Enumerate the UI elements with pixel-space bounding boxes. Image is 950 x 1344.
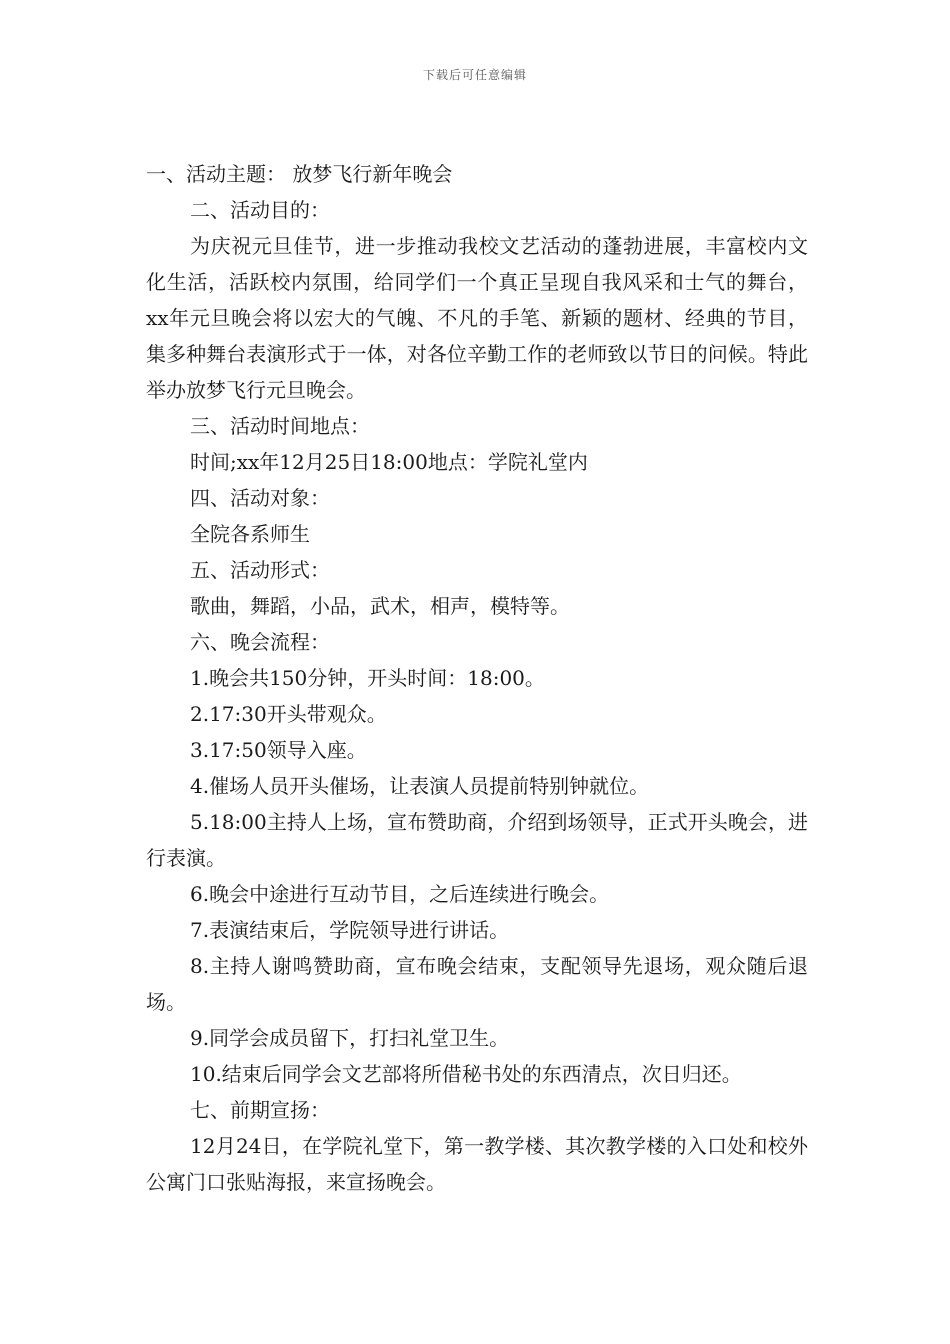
paragraph-audience-heading: 四、活动对象：: [190, 486, 330, 510]
paragraph-theme: 一、活动主题： 放梦飞行新年晚会: [146, 162, 453, 186]
list-item: 5.18:00主持人上场，宣布赞助商，介绍到场领导，正式开头晚会，进行表演。: [146, 810, 808, 870]
list-item: 3.17:50领导入座。: [190, 738, 367, 762]
paragraph-format-heading: 五、活动形式：: [190, 558, 330, 582]
paragraph-time-place-body: 时间;xx年12月25日18:00地点：学院礼堂内: [190, 450, 588, 474]
list-item: 4.催场人员开头催场，让表演人员提前特别钟就位。: [190, 774, 650, 798]
paragraph-process-heading: 六、晚会流程：: [190, 630, 330, 654]
paragraph-promotion-heading: 七、前期宣扬：: [190, 1098, 330, 1122]
paragraph-purpose-body: 为庆祝元旦佳节，进一步推动我校文艺活动的蓬勃进展，丰富校内文化生活，活跃校内氛围，给同学们一个真正呈现自我风采和士气的舞台，xx年元旦晚会将以宏大的气魄、不凡的手笔、新颖的题材、经典的节目，集多种舞台表演形式于一体，对各位辛勤工作的老师致以节日的问候。特此举办放梦飞行元旦晚会。: [146, 234, 808, 402]
list-item: 10.结束后同学会文艺部将所借秘书处的东西清点，次日归还。: [190, 1062, 742, 1086]
list-item: 8.主持人谢鸣赞助商，宣布晚会结束，支配领导先退场，观众随后退场。: [146, 954, 808, 1014]
page-header: 下载后可任意编辑: [422, 68, 527, 82]
list-item: 7.表演结束后，学院领导进行讲话。: [190, 918, 510, 942]
list-item: 2.17:30开头带观众。: [190, 702, 387, 726]
document-body: [146, 156, 808, 1200]
paragraph-time-place-heading: 三、活动时间地点：: [190, 414, 370, 438]
list-item: 1.晚会共150分钟，开头时间：18:00。: [190, 666, 545, 690]
paragraph-audience-body: 全院各系师生: [190, 522, 310, 546]
list-item: 6.晚会中途进行互动节目，之后连续进行晚会。: [190, 882, 610, 906]
list-item: 9.同学会成员留下，打扫礼堂卫生。: [190, 1026, 510, 1050]
paragraph-format-body: 歌曲，舞蹈，小品，武术，相声，模特等。: [190, 594, 570, 618]
paragraph-promotion-body: 12月24日，在学院礼堂下，第一教学楼、其次教学楼的入口处和校外公寓门口张贴海报，来宣扬晚会。: [146, 1134, 808, 1194]
paragraph-purpose-heading: 二、活动目的：: [190, 198, 330, 222]
